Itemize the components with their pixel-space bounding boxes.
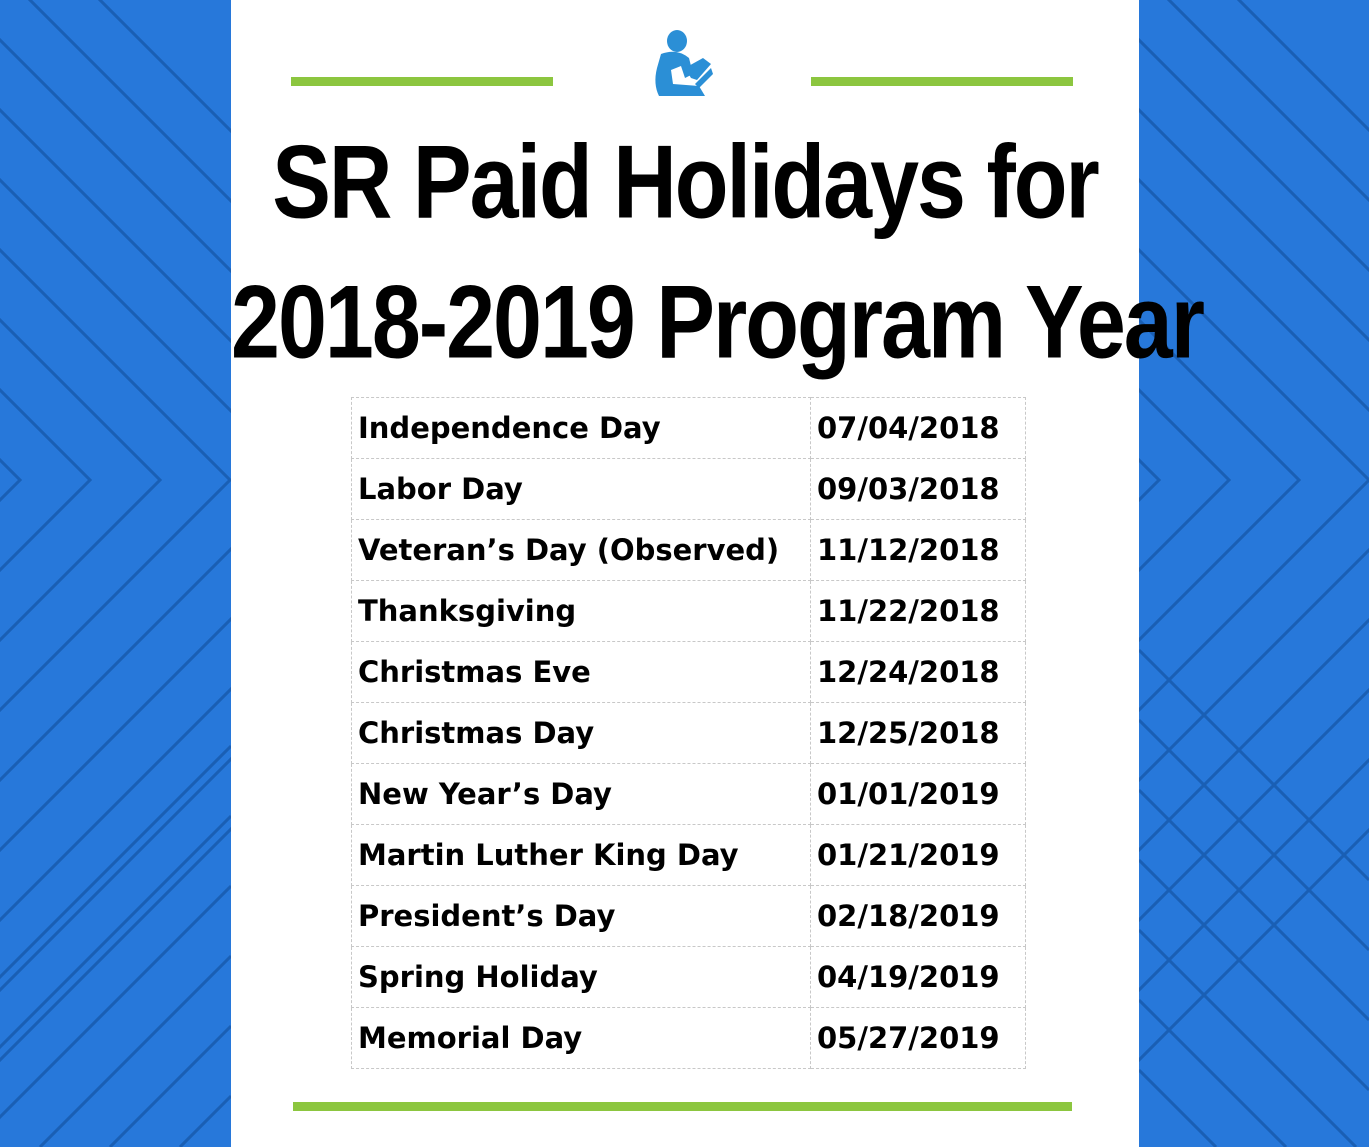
top-left-accent-rule bbox=[291, 77, 553, 86]
holiday-date: 04/19/2019 bbox=[811, 947, 1026, 1008]
holiday-date: 01/21/2019 bbox=[811, 825, 1026, 886]
holiday-name: Memorial Day bbox=[352, 1008, 811, 1069]
table-row bbox=[352, 947, 1026, 1008]
holiday-name: Independence Day bbox=[352, 398, 811, 459]
holiday-name: Christmas Day bbox=[352, 703, 811, 764]
right-background-pattern bbox=[1139, 0, 1369, 1147]
logo-graphic bbox=[639, 24, 723, 108]
holiday-name: Veteran’s Day (Observed) bbox=[352, 520, 811, 581]
holiday-date: 02/18/2019 bbox=[811, 886, 1026, 947]
holiday-date: 12/25/2018 bbox=[811, 703, 1026, 764]
table-row bbox=[352, 886, 1026, 947]
holiday-name: President’s Day bbox=[352, 886, 811, 947]
holiday-name: New Year’s Day bbox=[352, 764, 811, 825]
table-row bbox=[352, 1008, 1026, 1069]
bottom-accent-rule bbox=[293, 1102, 1072, 1111]
holiday-date: 05/27/2019 bbox=[811, 1008, 1026, 1069]
table-row bbox=[352, 825, 1026, 886]
table-row bbox=[352, 398, 1026, 459]
chevron-pattern-right bbox=[1139, 0, 1369, 1147]
flyer-panel bbox=[231, 0, 1203, 1147]
holiday-table bbox=[351, 397, 1026, 1069]
table-row bbox=[352, 520, 1026, 581]
holiday-name: Martin Luther King Day bbox=[352, 825, 811, 886]
table-row bbox=[352, 764, 1026, 825]
page-title-line-2: 2018-2019 Program Year bbox=[231, 263, 1203, 380]
left-background-pattern bbox=[0, 0, 231, 1147]
top-right-accent-rule bbox=[811, 77, 1073, 86]
holiday-name: Labor Day bbox=[352, 459, 811, 520]
holiday-date: 11/22/2018 bbox=[811, 581, 1026, 642]
holiday-date: 01/01/2019 bbox=[811, 764, 1026, 825]
holiday-name: Christmas Eve bbox=[352, 642, 811, 703]
holiday-date: 09/03/2018 bbox=[811, 459, 1026, 520]
chevron-pattern-left bbox=[0, 0, 231, 1147]
reading-person-icon bbox=[639, 24, 723, 108]
table-row bbox=[352, 459, 1026, 520]
holiday-date: 12/24/2018 bbox=[811, 642, 1026, 703]
table-row bbox=[352, 642, 1026, 703]
table-row bbox=[352, 581, 1026, 642]
table-row bbox=[352, 703, 1026, 764]
page-title-line-1: SR Paid Holidays for bbox=[272, 123, 1098, 240]
holiday-date: 11/12/2018 bbox=[811, 520, 1026, 581]
holiday-name: Thanksgiving bbox=[352, 581, 811, 642]
holiday-name: Spring Holiday bbox=[352, 947, 811, 1008]
holiday-date: 07/04/2018 bbox=[811, 398, 1026, 459]
